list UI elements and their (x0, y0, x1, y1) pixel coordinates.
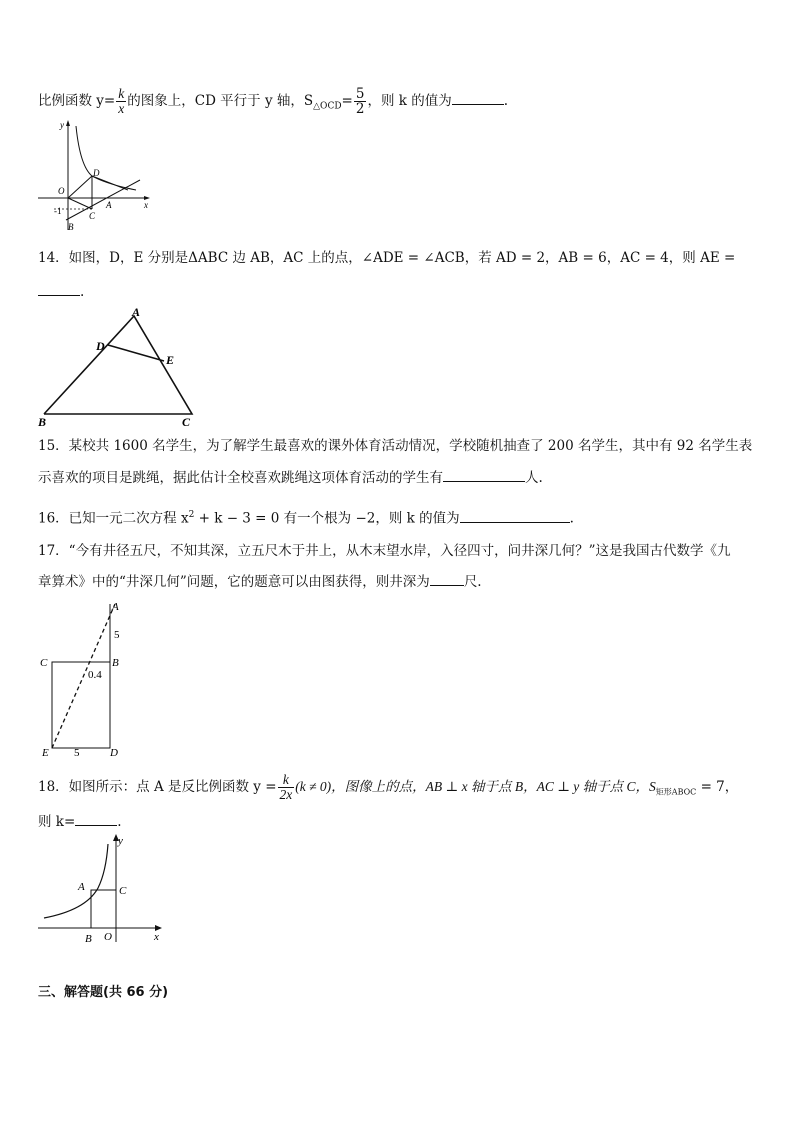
q14-text-2: . (38, 281, 84, 302)
q14-figure (36, 306, 206, 430)
q13-label-y: y (60, 120, 64, 130)
q17-label-5-top: 5 (114, 629, 120, 641)
q17-text-2: 章算术》中的“井深几何”问题，它的题意可以由图获得，则井深为 尺. (38, 571, 482, 592)
q18-text-2: 则 k= . (38, 811, 122, 832)
q13-label-x: x (144, 200, 148, 210)
q18-fraction: $\frac{k}{2x}$ (279, 772, 293, 802)
q13-label-A: A (106, 200, 112, 210)
q17-answer-blank (430, 571, 464, 586)
q13-label-B: B (68, 222, 74, 232)
q17-label-B: B (112, 657, 119, 669)
q13-area-fraction: $\frac{5}{2}$ (355, 86, 365, 117)
q14-label-A: A (132, 305, 141, 319)
q16-text: 16．已知一元二次方程 $x^2 + k - 3 = 0$ 有一个根为 −2，则 k 的值为 . (38, 505, 574, 529)
q14-label-D: D (96, 339, 105, 353)
q14-answer-blank (38, 281, 80, 296)
q15-text-1: 15．某校共 1600 名学生，为了解学生最喜欢的课外体育活动情况，学校随机抽查了 200 名学生，其中有 92 名学生表 (38, 438, 753, 454)
q18-text-1: 18．如图所示：点 A 是反比例函数 y = $\frac{k}{2x}$ (k ≠ 0)，图像上的点，AB ⊥ x 轴于点 B，AC ⊥ y 轴于点 C，$S_{矩形ABOC} = 7$， (38, 772, 739, 802)
q18-label-C: C (119, 885, 127, 897)
q17-label-5-bottom: 5 (74, 747, 80, 759)
q18-label-O: O (104, 931, 112, 943)
q17-label-C: C (40, 657, 48, 669)
q17-text-1: 17．“今有井径五尺，不知其深，立五尺木于井上，从木末望水岸，入径四寸，问井深几何？”这是我国古代数学《九 (38, 543, 731, 559)
q13-label-neg1: -1 (54, 206, 62, 216)
q18-answer-blank (75, 811, 117, 826)
q14-label-E: E (166, 353, 175, 367)
q13-text: 比例函数 y= $\frac{k}{x}$ 的图象上，CD 平行于 y 轴，$S_{\triangle OCD}=$ $\frac{5}{2}$ ，则 k 的值为 . (38, 86, 509, 117)
q13-answer-blank (452, 90, 504, 105)
q13-label-C: C (89, 211, 96, 221)
q14-text: 14．如图，D，E 分别是ΔABC 边 AB，AC 上的点，∠ADE = ∠ACB，若 AD = 2，AB = 6，AC = 4，则 AE = (38, 250, 736, 266)
q18-label-y: y (118, 835, 123, 847)
q13-label-O: O (58, 186, 65, 196)
q18-label-A: A (78, 881, 85, 893)
q18-label-B: B (85, 933, 92, 945)
q16-answer-blank (460, 508, 570, 523)
q17-label-0.4: 0.4 (88, 669, 102, 681)
q18-label-x: x (154, 931, 159, 943)
q18-figure (36, 832, 168, 948)
q17-label-A: A (112, 601, 119, 613)
q15-answer-blank (443, 467, 525, 482)
q13-label-D: D (93, 168, 100, 178)
section-heading: 三、解答题(共 66 分) (38, 985, 169, 1000)
q13-figure (36, 118, 156, 236)
q13-fraction: $\frac{k}{x}$ (118, 86, 125, 116)
q14-label-B: B (38, 415, 47, 429)
q17-label-E: E (42, 747, 49, 759)
q14-label-C: C (182, 415, 191, 429)
q17-label-D: D (110, 747, 118, 759)
q17-figure (38, 598, 138, 762)
q15-text-2: 示喜欢的项目是跳绳，据此估计全校喜欢跳绳这项体育活动的学生有 人. (38, 467, 543, 488)
